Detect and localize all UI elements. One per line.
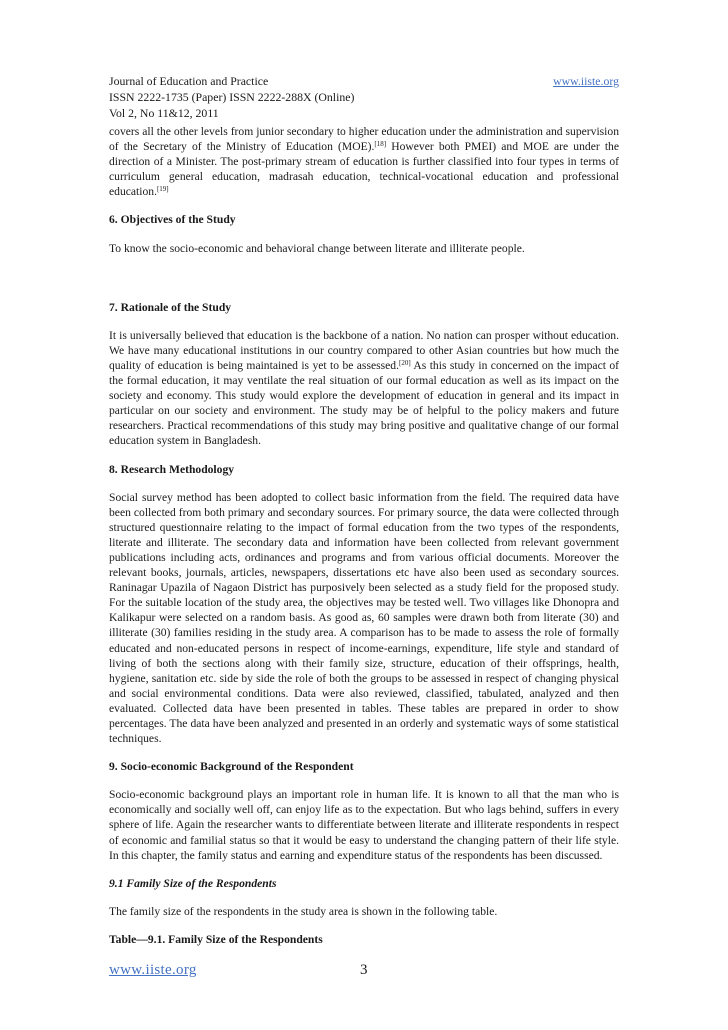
journal-website-link[interactable]: www.iiste.org: [553, 74, 619, 88]
objectives-paragraph: To know the socio-economic and behavioral change between literate and illiterate people.: [109, 241, 525, 255]
intro-text-b: However both PMEI) and MOE are under the direction of a Minister. The post-primary stream of education is further classified into four types in terms of curriculum general education, madrasah education, technical-vocational education and professional education.: [109, 140, 619, 199]
intro-text-a: covers all the other levels from junior secondary to higher education under the administration and supervision of the Secretary of the Ministry of Education (MOE).: [109, 125, 619, 154]
methodology-paragraph: Social survey method has been adopted to collect basic information from the field. The required data have been collected from both primary and secondary sources. For primary source, the data were collected through structured questionnaire relating to the impact of formal education from the two types of the respondents, literate and illiterate. The secondary data and information have been collected from relevant government publications including acts, ordinances and programs and from various official documents. Moreover the relevant books, journals, articles, newspapers, dissertations etc have also been used as secondary sources. Raninagar Upazila of Nagaon District has purposively been selected as a study field for the proposed study. For the suitable location of the study area, the objectives may be tested well. Two villages like Dhonopra and Kalikapur were selected on a random basis. As good as, 60 samples were drawn both from literate (30) and illiterate (30) families residing in the study area. A comparison has to be made to assess the role of formally educated and non-educated persons in respect of income-earnings, expenditure, life style and standard of living of both the sections along with their family size, structure, education of their offsprings, health, hygiene, sanitation etc. side by side the role of both the groups to be assessed in respect of changing physical and social environmental conditions. Data were also reviewed, classified, tabulated, analyzed and then evaluated. Collected data have been presented in tables. These tables are prepared in order to show percentages. The data have been analyzed and presented in an orderly and systematic ways of some statistical techniques.: [109, 490, 619, 746]
rationale-text-a: It is universally believed that education is the backbone of a nation. No nation can prosper without education. We have many educational institutions in our country compared to other Asian countries but how much the quality of education is being maintained is yet to be assessed.: [109, 328, 619, 372]
section-heading-objectives: 6. Objectives of the Study: [109, 213, 236, 227]
citation-ref: [19]: [156, 185, 169, 194]
subsection-heading-family-size: 9.1 Family Size of the Respondents: [109, 876, 277, 890]
rationale-text-b: As this study in concerned on the impact of the formal education, it may ventilate the real situation of our formal education as well as its impact on the society and economy. This study would explore the development of education in general and its impact in particular on our society and environment. The study may be of helpful to the policy makers and future researchers. Practical recommendations of this study may bring positive and qualitative change of our formal education system in Bangladesh.: [109, 358, 619, 448]
journal-title: Journal of Education and Practice: [109, 74, 269, 88]
running-header: [109, 74, 619, 122]
footer-website-link[interactable]: www.iiste.org: [109, 962, 197, 978]
table-caption: Table—9.1. Family Size of the Respondents: [109, 932, 323, 946]
citation-ref: [18]: [374, 140, 387, 149]
body-content: [109, 124, 619, 947]
family-size-paragraph: The family size of the respondents in the study area is shown in the following table.: [109, 904, 498, 918]
intro-paragraph: [109, 124, 619, 199]
citation-ref: [20]: [398, 358, 411, 367]
socio-economic-paragraph: Socio-economic background plays an important role in human life. It is known to all that the man who is economically and socially well off, can enjoy life as to the expectation. But who lags behind, suffers in every sphere of life. Again the researcher wants to differentiate between literate and illiterate respondents in respect of economic and familial status so that it would be easy to understand the changing pattern of their life style. In this chapter, the family status and earning and expenditure status of the respondents has been discussed.: [109, 788, 619, 862]
section-heading-socio-economic: 9. Socio-economic Background of the Respondent: [109, 760, 354, 774]
issn-line: ISSN 2222-1735 (Paper) ISSN 2222-288X (Online): [109, 90, 355, 104]
section-heading-methodology: 8. Research Methodology: [109, 462, 235, 476]
page-number: 3: [360, 962, 368, 978]
volume-line: Vol 2, No 11&12, 2011: [109, 106, 219, 120]
rationale-paragraph: [109, 328, 619, 449]
section-heading-rationale: 7. Rationale of the Study: [109, 300, 232, 314]
